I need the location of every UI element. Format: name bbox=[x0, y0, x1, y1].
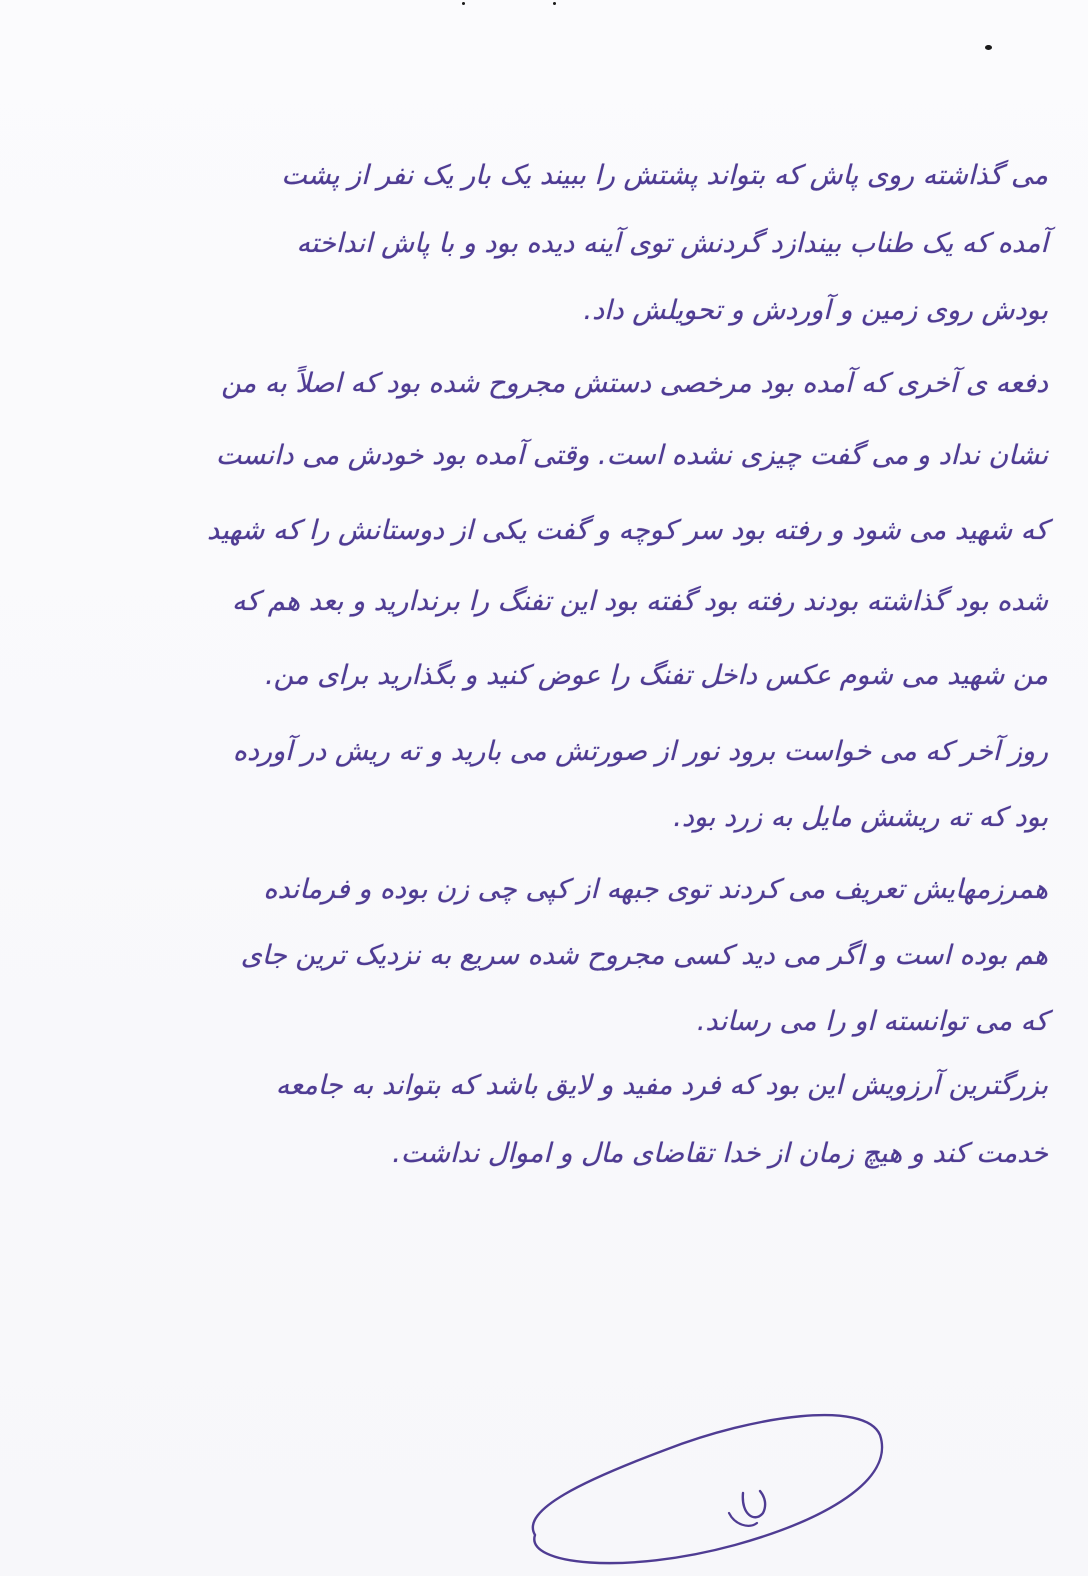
text-line: هم بوده است و اگر می دید کسی مجروح شده سریع به نزدیک ترین جای bbox=[240, 940, 1048, 971]
text-line: شده بود گذاشته بودند رفته بود گفته بود این تفنگ را برندارید و بعد هم که bbox=[232, 586, 1048, 617]
ink-speck bbox=[553, 2, 556, 5]
text-line: که می توانسته او را می رساند. bbox=[696, 1006, 1048, 1037]
text-line: بود که ته ریشش مایل به زرد بود. bbox=[673, 802, 1048, 833]
text-line: می گذاشته روی پاش که بتواند پشتش را ببیند یک بار یک نفر از پشت bbox=[281, 160, 1048, 191]
text-line: بزرگترین آرزویش این بود که فرد مفید و لایق باشد که بتواند به جامعه bbox=[275, 1070, 1048, 1101]
text-line: که شهید می شود و رفته بود سر کوچه و گفت یکی از دوستانش را که شهید bbox=[207, 515, 1048, 546]
handwritten-text bbox=[36, 128, 1048, 1188]
text-line: بودش روی زمین و آوردش و تحویلش داد. bbox=[583, 295, 1048, 326]
signature bbox=[505, 1405, 905, 1575]
text-line: دفعه ی آخری که آمده بود مرخصی دستش مجروح شده بود که اصلاً به من bbox=[221, 368, 1048, 399]
text-line: نشان نداد و می گفت چیزی نشده است. وقتی آمده بود خودش می دانست bbox=[215, 440, 1048, 471]
text-line: روز آخر که می خواست برود نور از صورتش می بارید و ته ریش در آورده bbox=[232, 736, 1048, 767]
text-line: آمده که یک طناب بیندازد گردنش توی آینه دیده بود و با پاش انداخته bbox=[296, 228, 1048, 259]
text-line: خدمت کند و هیچ زمان از خدا تقاضای مال و اموال نداشت. bbox=[392, 1138, 1048, 1169]
text-line: همرزمهایش تعریف می کردند توی جبهه از کپی چی زن بوده و فرمانده bbox=[263, 874, 1048, 905]
ink-speck bbox=[462, 2, 465, 5]
text-line: من شهید می شوم عکس داخل تفنگ را عوض کنید و بگذارید برای من. bbox=[265, 660, 1048, 691]
ink-speck bbox=[985, 45, 992, 50]
